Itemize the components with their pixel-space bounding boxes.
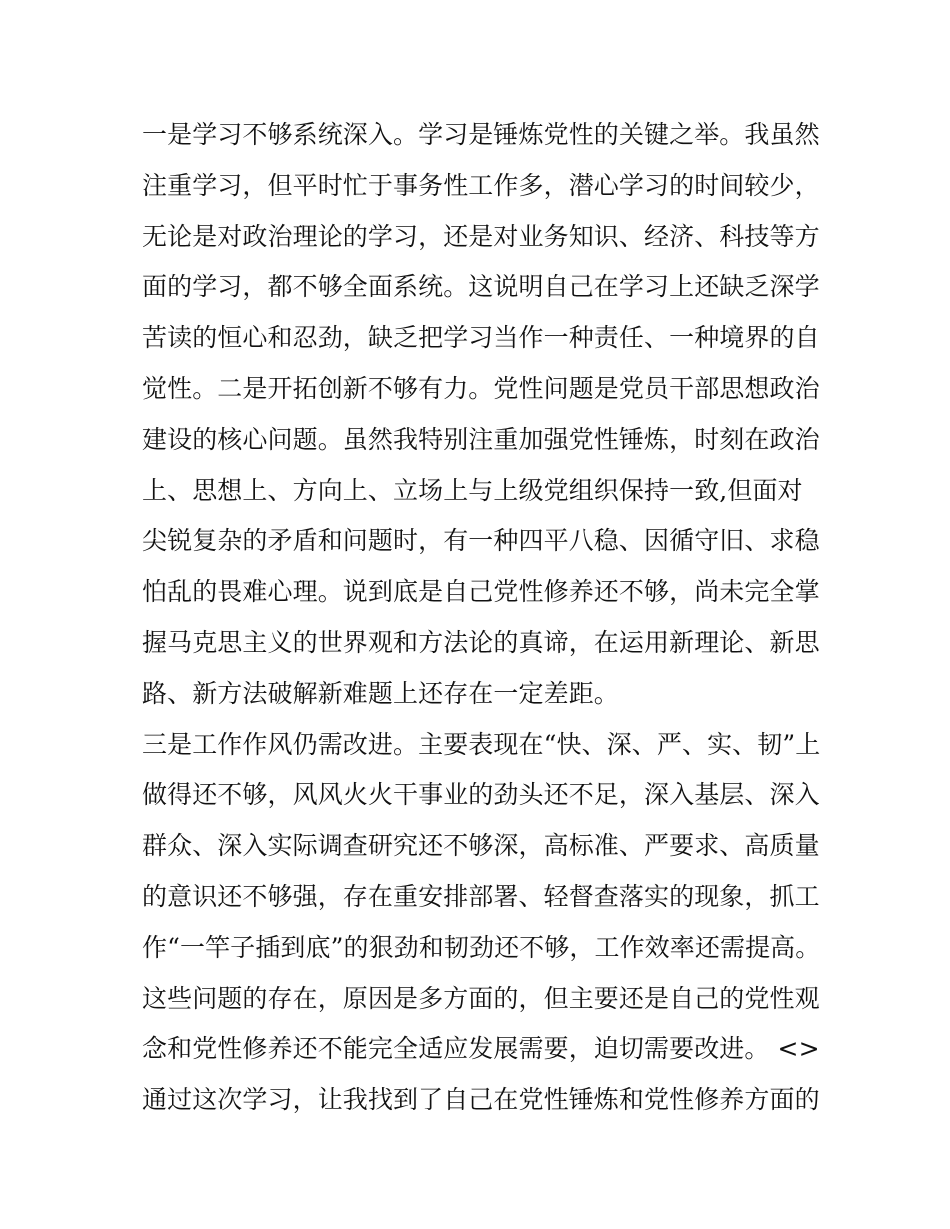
text-line: 尖锐复杂的矛盾和问题时，有一种四平八稳、因循守旧、求稳: [142, 526, 820, 556]
text-line: 的意识还不够强，存在重安排部署、轻督查落实的现象，抓工: [142, 881, 820, 911]
text-line: 注重学习，但平时忙于事务性工作多，潜心学习的时间较少，: [142, 170, 820, 200]
document-body: [142, 110, 822, 1126]
text-line: 路、新方法破解新难题上还存在一定差距。: [142, 678, 619, 708]
text-line: 通过这次学习，让我找到了自己在党性锤炼和党性修养方面的: [142, 1085, 820, 1115]
text-line: 苦读的恒心和忍劲，缺乏把学习当作一种责任、一种境界的自: [142, 323, 820, 353]
text-line: 作“一竿子插到底”的狠劲和韧劲还不够，工作效率还需提高。: [142, 932, 821, 962]
text-line: 一是学习不够系统深入。学习是锤炼党性的关键之举。我虽然: [142, 120, 820, 149]
text-line: 觉性。二是开拓创新不够有力。党性问题是党员干部思想政治: [142, 373, 820, 403]
text-line: 上、思想上、方向上、立场上与上级党组织保持一致,但面对: [142, 475, 803, 505]
text-line: 这些问题的存在，原因是多方面的，但主要还是自己的党性观: [142, 983, 820, 1013]
text-line: 怕乱的畏难心理。说到底是自己党性修养还不够，尚未完全掌: [142, 577, 820, 607]
text-line: 建设的核心问题。虽然我特别注重加强党性锤炼，时刻在政治: [142, 424, 820, 454]
text-line: 念和党性修养还不能完全适应发展需要，迫切需要改进。 <>: [142, 1034, 820, 1064]
text-line: 三是工作作风仍需改进。主要表现在“快、深、严、实、韧”上: [142, 729, 821, 759]
text-line: 无论是对政治理论的学习，还是对业务知识、经济、科技等方: [142, 221, 820, 251]
text-line: 群众、深入实际调查研究还不够深，高标准、严要求、高质量: [142, 831, 820, 861]
text-line: 面的学习，都不够全面系统。这说明自己在学习上还缺乏深学: [142, 272, 820, 302]
text-line: 做得还不够，风风火火干事业的劲头还不足，深入基层、深入: [142, 780, 820, 810]
text-line: 握马克思主义的世界观和方法论的真谛，在运用新理论、新思: [142, 627, 820, 657]
